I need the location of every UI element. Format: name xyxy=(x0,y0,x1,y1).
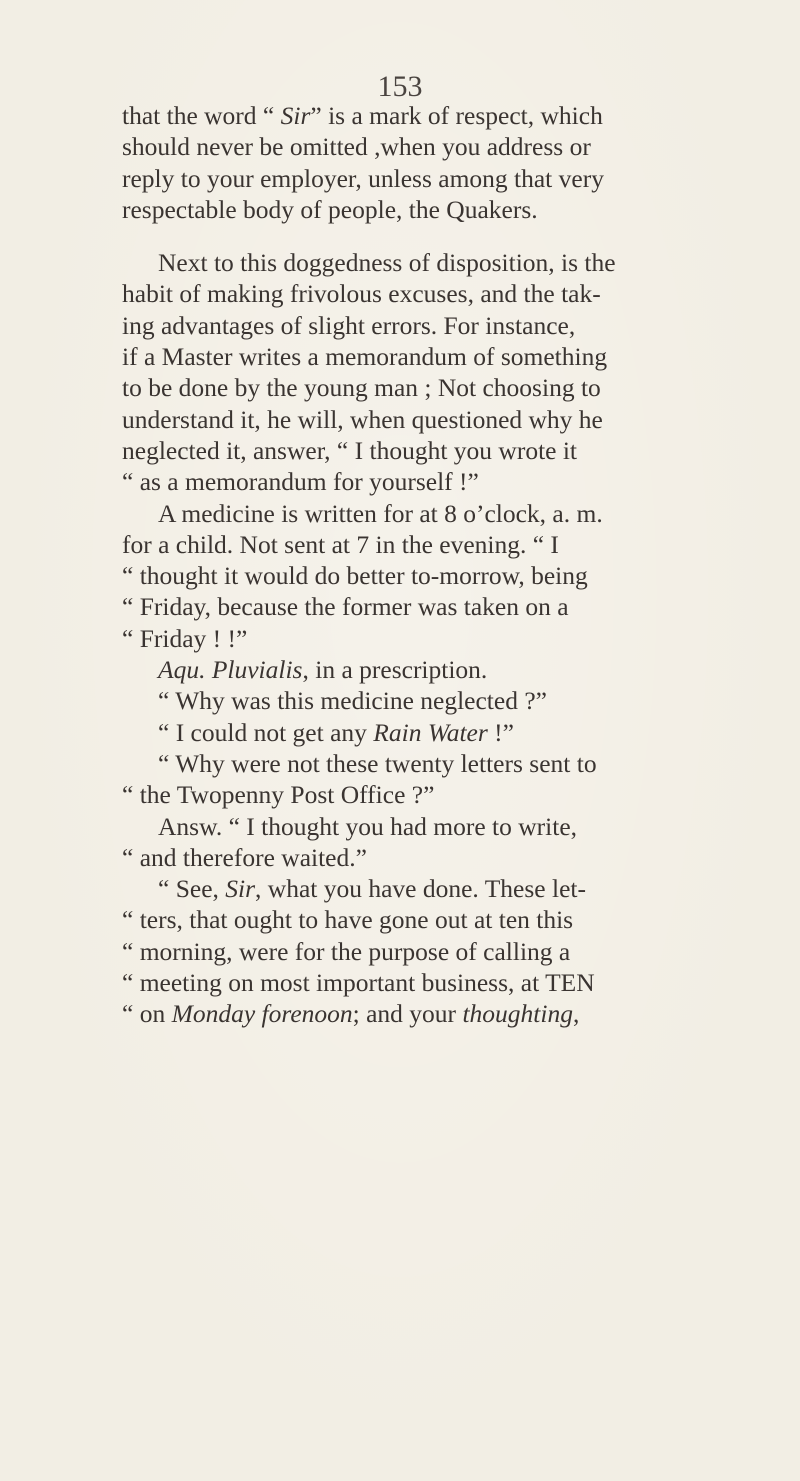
text-line: “ ters, that ought to have gone out at ten this xyxy=(122,905,574,935)
page-number: 153 xyxy=(377,70,423,103)
text-line: “ I could not get any Rain Water !” xyxy=(158,717,514,747)
text-line: if a Master writes a memorandum of something xyxy=(122,342,608,372)
text-line: ing advantages of slight errors. For instance, xyxy=(122,310,576,340)
text-line: respectable body of people, the Quakers. xyxy=(122,194,538,224)
text-line: habit of making frivolous excuses, and the tak- xyxy=(122,279,601,309)
text-line: “ thought it would do better to-morrow, being xyxy=(122,561,588,591)
text-line: “ on Monday forenoon; and your thoughting, xyxy=(122,999,580,1029)
text-line: “ as a memorandum for yourself !” xyxy=(122,467,479,497)
text-line: Answ. “ I thought you had more to write, xyxy=(158,811,578,841)
paragraph-gap xyxy=(122,225,752,247)
text-line: Next to this doggedness of disposition, is the xyxy=(158,248,616,278)
text-line: A medicine is written for at 8 o’clock, a. m. xyxy=(158,498,603,528)
text-line: “ Friday, because the former was taken on a xyxy=(122,592,569,622)
text-line: that the word “ Sir” is a mark of respect, which xyxy=(122,101,603,130)
text-line: reply to your employer, unless among that very xyxy=(122,163,604,193)
text-line: “ Why were not these twenty letters sent to xyxy=(158,748,597,778)
text-line: to be done by the young man ; Not choosing to xyxy=(122,373,601,403)
text-line: for a child. Not sent at 7 in the evening. “ I xyxy=(122,529,559,559)
text-line: “ meeting on most important business, at TEN xyxy=(122,968,595,998)
text-line: understand it, he will, when questioned why he xyxy=(122,404,603,434)
body-text xyxy=(122,100,752,1030)
text-line: “ and therefore waited.” xyxy=(122,842,367,872)
text-line: Aqu. Pluvialis, in a prescription. xyxy=(158,655,488,685)
text-line: “ morning, were for the purpose of calling a xyxy=(122,936,571,966)
text-line: neglected it, answer, “ I thought you wrote it xyxy=(122,435,578,465)
text-line: “ Friday ! !” xyxy=(122,623,248,653)
text-line: should never be omitted ,when you address or xyxy=(122,132,591,162)
text-line: “ Why was this medicine neglected ?” xyxy=(158,686,547,716)
text-line: “ See, Sir, what you have done. These let- xyxy=(158,874,586,904)
text-line: “ the Twopenny Post Office ?” xyxy=(122,780,435,810)
